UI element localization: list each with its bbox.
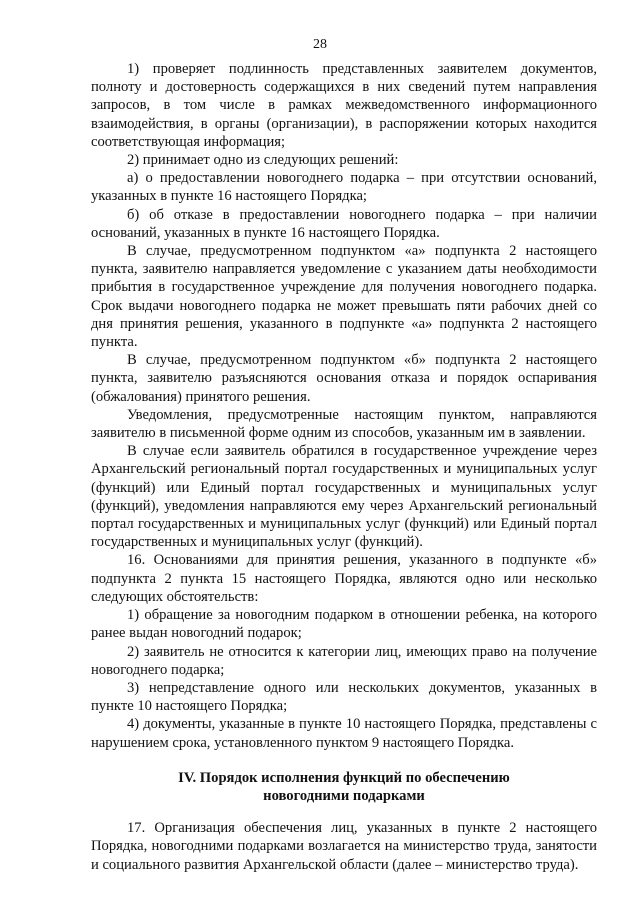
paragraph: 2) принимает одно из следующих решений: [127,152,399,169]
paragraph: 1) обращение за новогодним подарком в отношении ребенка, на которого ранее выдан новогодний подарок; [91,607,597,642]
paragraph: Уведомления, предусмотренные настоящим пунктом, направляются заявителю в письменной форме одним из способов, указанным им в заявлении. [91,406,597,442]
document-body [91,60,597,874]
page-number: 28 [313,37,327,52]
paragraph: 3) непредставление одного или нескольких документов, указанных в пункте 10 настоящего Порядка; [91,679,597,715]
paragraph: б) об отказе в предоставлении новогоднего подарка – при наличии оснований, указанных в пункте 16 настоящего Порядка. [91,206,597,241]
paragraph: 4) документы, указанные в пункте 10 настоящего Порядка, представлены с нарушением срока, установленного пунктом 9 настоящего Порядка. [91,716,597,751]
section-heading-line: IV. Порядок исполнения функций по обеспечению [178,769,510,786]
paragraph: 17. Организация обеспечения лиц, указанных в пункте 2 настоящего Порядка, новогодними подарками возлагается на министерство труда, занятости и социального развития Архангельской области (далее – министерство труда). [91,820,597,873]
section-heading-line: новогодними подарками [263,787,425,804]
paragraph: 1) проверяет подлинность представленных заявителем документов, полноту и достоверность содержащихся в них сведений путем направления запросов, в том числе в рамках межведомственного информационного взаимодействия, в органы (организации), в распоряжении которых находится соответствующая информация; [91,61,597,150]
paragraph: 16. Основаниями для принятия решения, указанного в подпункте «б» подпункта 2 пункта 15 настоящего Порядка, являются одно или несколько следующих обстоятельств: [91,552,597,605]
paragraph: а) о предоставлении новогоднего подарка – при отсутствии оснований, указанных в пункте 16 настоящего Порядка; [91,170,597,205]
section-heading [91,769,597,805]
paragraph: В случае, предусмотренном подпунктом «а» подпункта 2 настоящего пункта, заявителю направляется уведомление с указанием даты необходимости прибытия в государственное учреждение для получения новогоднего подарка. Срок выдачи новогоднего подарка не может превышать пяти рабочих дней со дня принятия решения, указанного в подпункте «а» подпункта 2 настоящего пункта. [91,243,597,351]
paragraph: В случае если заявитель обратился в государственное учреждение через Архангельский региональный портал государственных и муниципальных услуг (функций) или Единый портал государственных и муниципальных услуг (функций), уведомления направляются ему через Архангельский региональный портал государственных и муниципальных услуг (функций) или Единый портал государственных и муниципальных услуг (функций). [91,443,597,551]
paragraph: В случае, предусмотренном подпунктом «б» подпункта 2 настоящего пункта, заявителю разъясняются основания отказа и порядок оспаривания (обжалования) принятого решения. [91,352,597,405]
paragraph: 2) заявитель не относится к категории лиц, имеющих право на получение новогоднего подарка; [91,643,597,678]
